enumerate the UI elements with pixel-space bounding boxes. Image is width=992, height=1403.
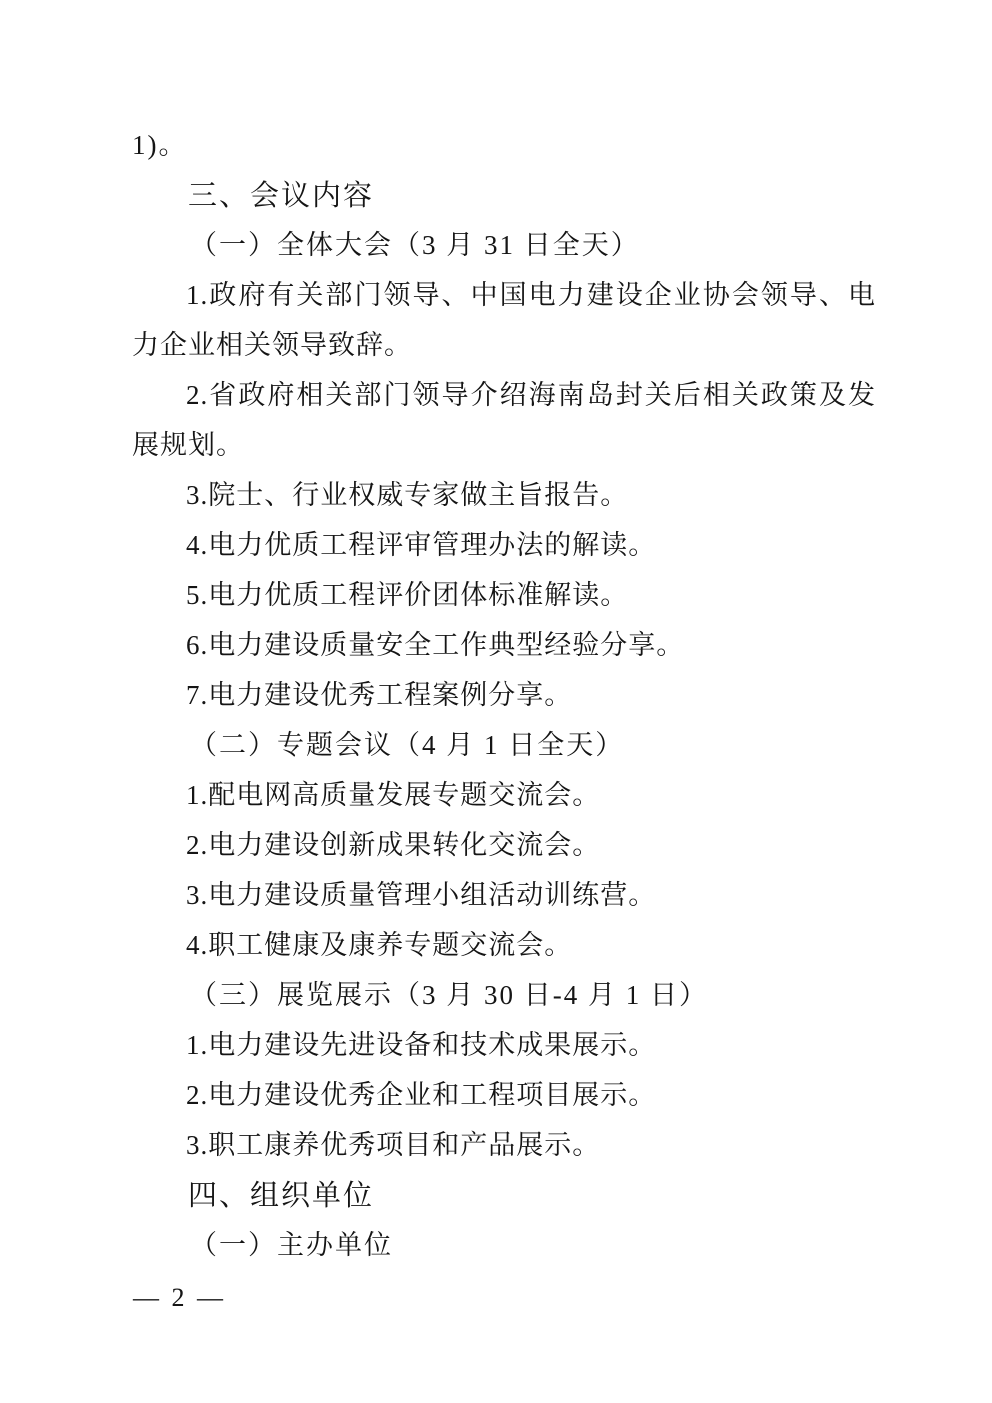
section-heading: 三、会议内容 <box>188 178 375 212</box>
list-item: 4.职工健康及康养专题交流会。 <box>186 930 573 960</box>
list-item: 1.电力建设先进设备和技术成果展示。 <box>186 1030 657 1060</box>
list-item: 5.电力优质工程评价团体标准解读。 <box>186 580 629 610</box>
list-item: 6.电力建设质量安全工作典型经验分享。 <box>186 630 685 660</box>
list-item: 3.职工康养优秀项目和产品展示。 <box>186 1130 601 1160</box>
list-item: 7.电力建设优秀工程案例分享。 <box>186 680 573 710</box>
list-item: 1.配电网高质量发展专题交流会。 <box>186 780 601 810</box>
document-body <box>132 120 876 1270</box>
paragraph-fragment: 1)。 <box>132 130 188 160</box>
subsection-heading: （二）专题会议（4 月 1 日全天） <box>190 730 625 760</box>
page-number: — 2 — <box>133 1283 226 1312</box>
list-item: 2.电力建设优秀企业和工程项目展示。 <box>186 1080 657 1110</box>
list-item: 1.政府有关部门领导、中国电力建设企业协会领导、电力企业相关领导致辞。 <box>132 280 876 360</box>
subsection-heading: （一）主办单位 <box>190 1230 393 1260</box>
list-item: 4.电力优质工程评审管理办法的解读。 <box>186 530 657 560</box>
section-heading: 四、组织单位 <box>188 1178 375 1212</box>
subsection-heading: （一）全体大会（3 月 31 日全天） <box>190 230 640 260</box>
list-item: 2.省政府相关部门领导介绍海南岛封关后相关政策及发展规划。 <box>132 380 876 460</box>
subsection-heading: （三）展览展示（3 月 30 日-4 月 1 日） <box>190 980 708 1010</box>
list-item: 2.电力建设创新成果转化交流会。 <box>186 830 601 860</box>
list-item: 3.电力建设质量管理小组活动训练营。 <box>186 880 657 910</box>
list-item: 3.院士、行业权威专家做主旨报告。 <box>186 480 629 510</box>
